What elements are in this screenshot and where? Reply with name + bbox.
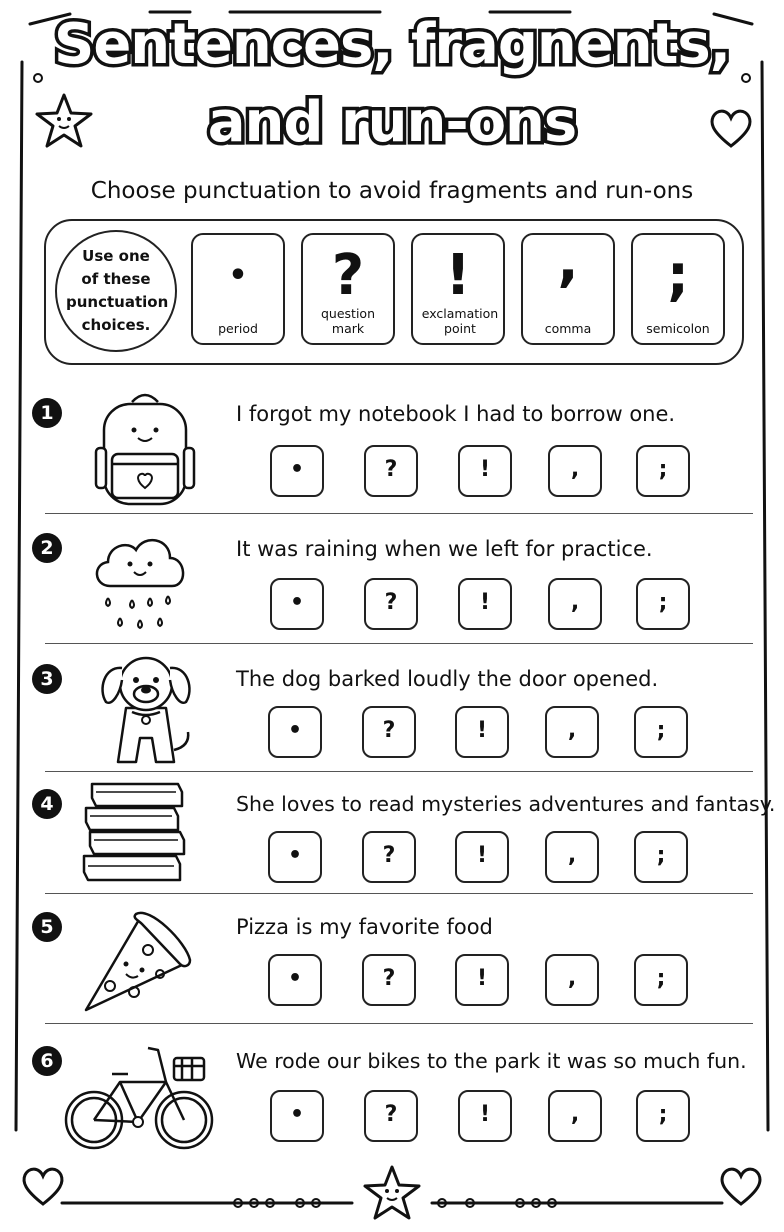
choice-exclamation-point-button[interactable]: ! bbox=[455, 954, 509, 1006]
legend-intro-line: of these bbox=[81, 270, 151, 288]
row-divider bbox=[45, 893, 753, 894]
question-number: 3 bbox=[32, 664, 62, 694]
question-sentence: The dog barked loudly the door opened. bbox=[236, 667, 659, 691]
choice-exclamation-point-button[interactable]: ! bbox=[458, 1090, 512, 1142]
legend-card-semicolon bbox=[631, 233, 725, 345]
choice-comma-button[interactable]: , bbox=[545, 831, 599, 883]
rain-cloud-icon bbox=[88, 524, 192, 636]
question-number: 6 bbox=[32, 1046, 62, 1076]
choice-exclamation-point-button[interactable]: ! bbox=[455, 706, 509, 758]
book-stack-icon bbox=[82, 780, 188, 884]
row-divider bbox=[45, 771, 753, 772]
choice-question-mark-button[interactable]: ? bbox=[362, 831, 416, 883]
choice-comma-button[interactable]: , bbox=[545, 706, 599, 758]
star-icon bbox=[362, 1164, 422, 1222]
choice-period-button[interactable]: • bbox=[268, 831, 322, 883]
heart-icon bbox=[20, 1164, 66, 1208]
heart-icon bbox=[718, 1164, 764, 1208]
choice-comma-button[interactable]: , bbox=[548, 1090, 602, 1142]
legend-intro-line: choices. bbox=[81, 316, 151, 334]
comma-icon: , bbox=[557, 229, 579, 294]
legend-card-period bbox=[191, 233, 285, 345]
page-title-line-1: Sentences, fragnents, bbox=[53, 12, 731, 77]
choice-period-button[interactable]: • bbox=[270, 445, 324, 497]
choice-question-mark-button[interactable]: ? bbox=[362, 706, 416, 758]
question-number: 1 bbox=[32, 398, 62, 428]
choice-comma-button[interactable]: , bbox=[548, 578, 602, 630]
legend-label: semicolon bbox=[646, 321, 710, 336]
choice-exclamation-point-button[interactable]: ! bbox=[458, 445, 512, 497]
legend-card-question-mark bbox=[301, 233, 395, 345]
choice-comma-button[interactable]: , bbox=[545, 954, 599, 1006]
row-divider bbox=[45, 513, 753, 514]
legend-card-exclamation-point bbox=[411, 233, 505, 345]
legend-label: question mark bbox=[320, 306, 375, 336]
row-divider bbox=[45, 643, 753, 644]
choice-exclamation-point-button[interactable]: ! bbox=[455, 831, 509, 883]
choice-period-button[interactable]: • bbox=[268, 954, 322, 1006]
question-mark-icon: ? bbox=[331, 243, 365, 308]
question-sentence: We rode our bikes to the park it was so much fun. bbox=[236, 1049, 747, 1073]
period-icon: • bbox=[228, 258, 248, 293]
choice-semicolon-button[interactable]: ; bbox=[634, 831, 688, 883]
question-sentence: I forgot my notebook I had to borrow one. bbox=[236, 402, 676, 426]
legend-label: comma bbox=[544, 321, 592, 336]
legend-intro-line: Use one bbox=[82, 247, 150, 265]
question-sentence: Pizza is my favorite food bbox=[236, 915, 493, 939]
choice-semicolon-button[interactable]: ; bbox=[634, 954, 688, 1006]
row-divider bbox=[45, 1023, 753, 1024]
choice-question-mark-button[interactable]: ? bbox=[364, 445, 418, 497]
question-number: 5 bbox=[32, 912, 62, 942]
question-sentence: It was raining when we left for practice. bbox=[236, 537, 653, 561]
bicycle-icon bbox=[62, 1044, 216, 1154]
choice-exclamation-point-button[interactable]: ! bbox=[458, 578, 512, 630]
choice-period-button[interactable]: • bbox=[270, 578, 324, 630]
exclamation-point-icon: ! bbox=[445, 243, 471, 308]
legend-intro bbox=[55, 230, 177, 352]
dog-icon bbox=[96, 650, 196, 768]
page-title-line-2: and run-ons bbox=[207, 90, 577, 155]
semicolon-icon: ; bbox=[666, 243, 690, 308]
choice-period-button[interactable]: • bbox=[268, 706, 322, 758]
choice-period-button[interactable]: • bbox=[270, 1090, 324, 1142]
choice-question-mark-button[interactable]: ? bbox=[362, 954, 416, 1006]
choice-question-mark-button[interactable]: ? bbox=[364, 578, 418, 630]
legend-intro-line: punctuation bbox=[66, 293, 169, 311]
choice-semicolon-button[interactable]: ; bbox=[634, 706, 688, 758]
choice-semicolon-button[interactable]: ; bbox=[636, 578, 690, 630]
question-sentence: She loves to read mysteries adventures and fantasy. bbox=[236, 792, 776, 816]
instructions: Choose punctuation to avoid fragments and run-ons bbox=[90, 178, 694, 204]
backpack-icon bbox=[94, 388, 196, 508]
legend-label: exclamation point bbox=[421, 306, 499, 336]
choice-semicolon-button[interactable]: ; bbox=[636, 445, 690, 497]
legend-card-comma bbox=[521, 229, 615, 345]
choice-comma-button[interactable]: , bbox=[548, 445, 602, 497]
question-number: 2 bbox=[32, 533, 62, 563]
choice-question-mark-button[interactable]: ? bbox=[364, 1090, 418, 1142]
question-number: 4 bbox=[32, 789, 62, 819]
pizza-slice-icon bbox=[80, 904, 196, 1016]
legend-label: period bbox=[218, 321, 258, 336]
choice-semicolon-button[interactable]: ; bbox=[636, 1090, 690, 1142]
